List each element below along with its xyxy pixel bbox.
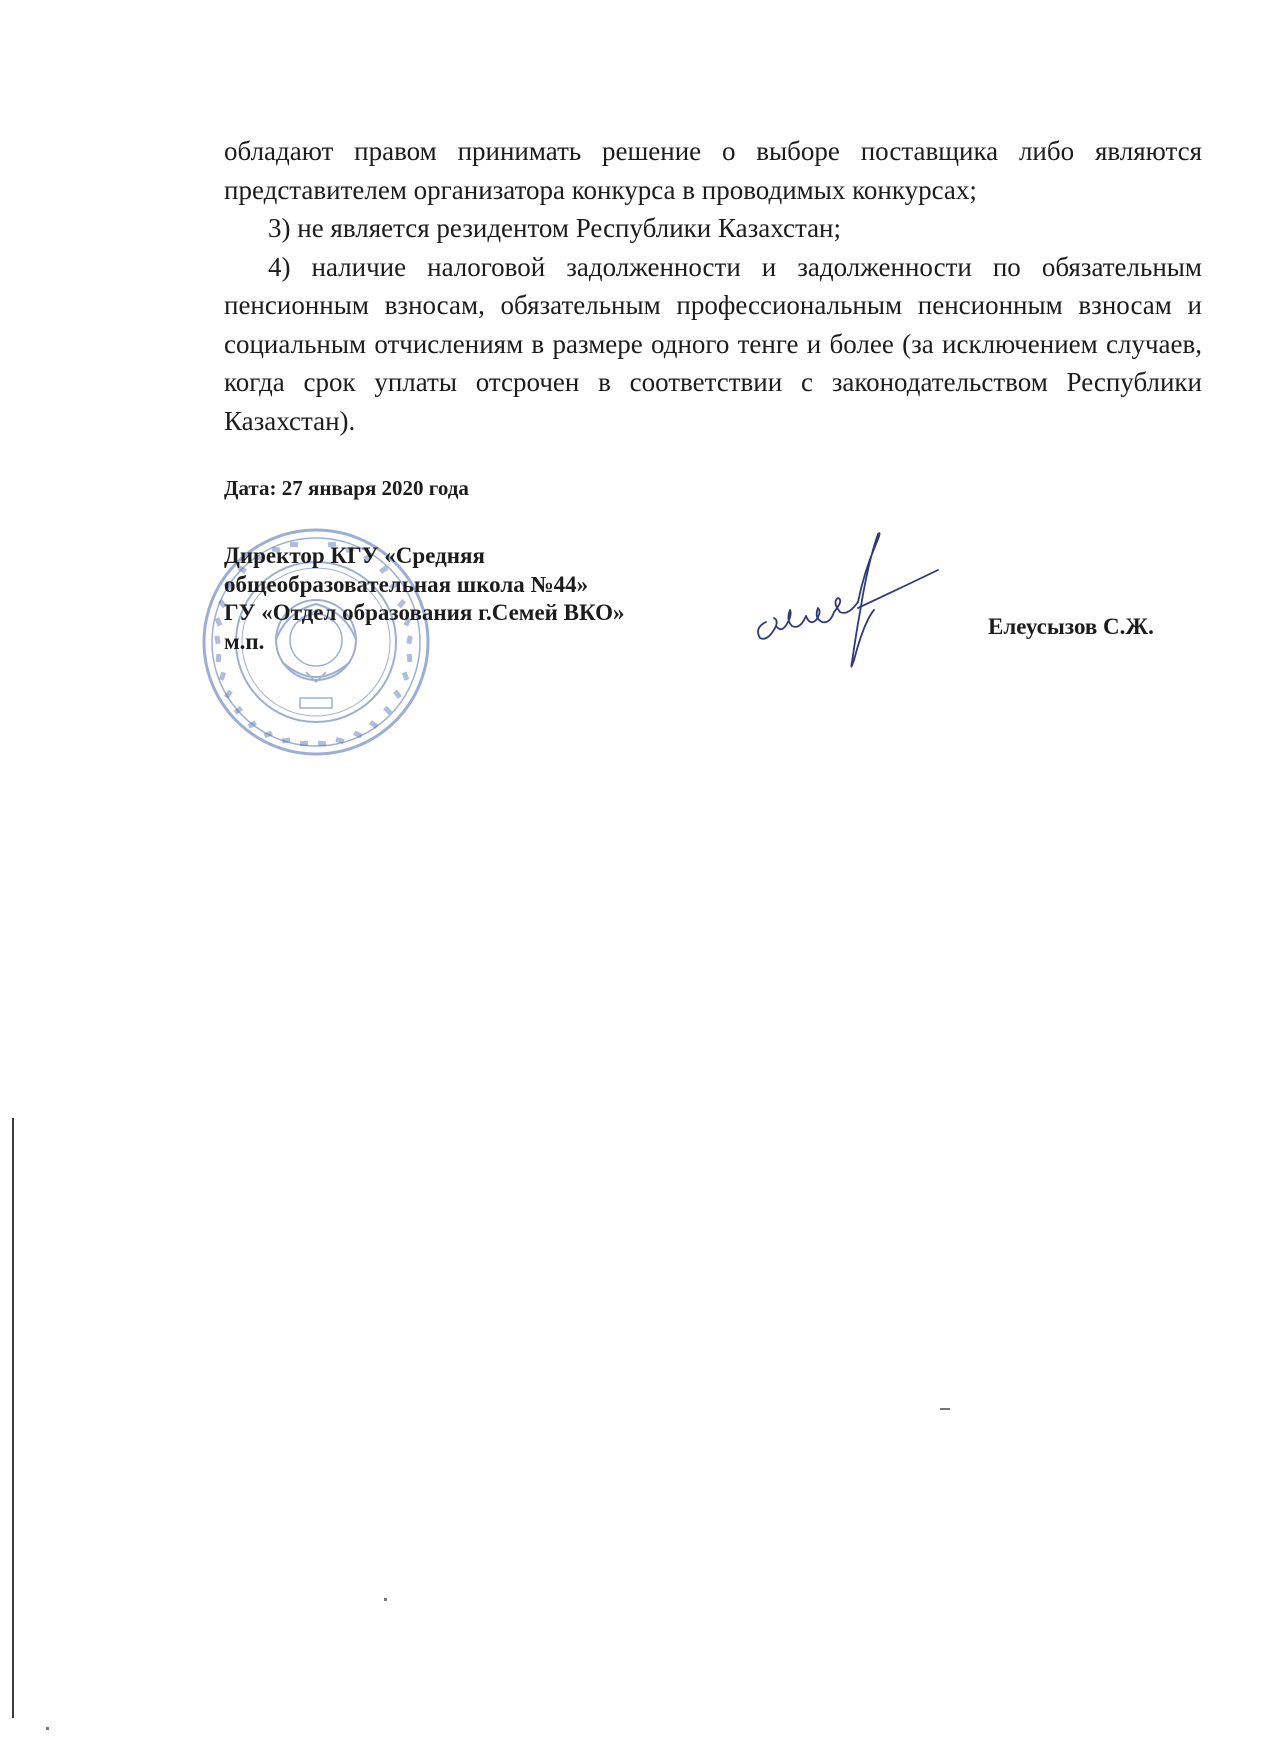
stamp-place-label: м.п. [224, 628, 265, 654]
document-date: Дата: 27 января 2020 года [224, 476, 469, 500]
signatory-title-line-3: ГУ «Отдел образования г.Семей ВКО» [224, 600, 625, 625]
document-body [224, 132, 1202, 440]
paragraph-item-4: 4) наличие налоговой задолженности и задолженности по обязательным пенсионным взносам, обязательным профессиональным пенсионным взносам и социальным отчислениям в размере одного тенге и более (за исключением случаев, когда срок уплаты отсрочен в соответствии с законодательством Республики Казахстан). [224, 251, 1202, 436]
paragraph-continuation: обладают правом принимать решение о выборе поставщика либо являются представителем организатора конкурса в проводимых конкурсах; [224, 136, 1202, 205]
signatory-title-line-2: общеобразовательная школа №44» [224, 571, 589, 597]
scan-edge-line [12, 1118, 14, 1718]
scan-speck [940, 1408, 950, 1410]
scan-speck [384, 1598, 387, 1601]
paragraph-item-3: 3) не является резидентом Республики Казахстан; [268, 213, 842, 243]
scan-speck [46, 1727, 49, 1730]
signatory-block [224, 542, 625, 656]
signatory-title-line-1: Директор КГУ «Средняя [224, 543, 485, 568]
handwritten-signature [748, 522, 958, 682]
signer-name: Елеусызов С.Ж. [988, 614, 1154, 639]
